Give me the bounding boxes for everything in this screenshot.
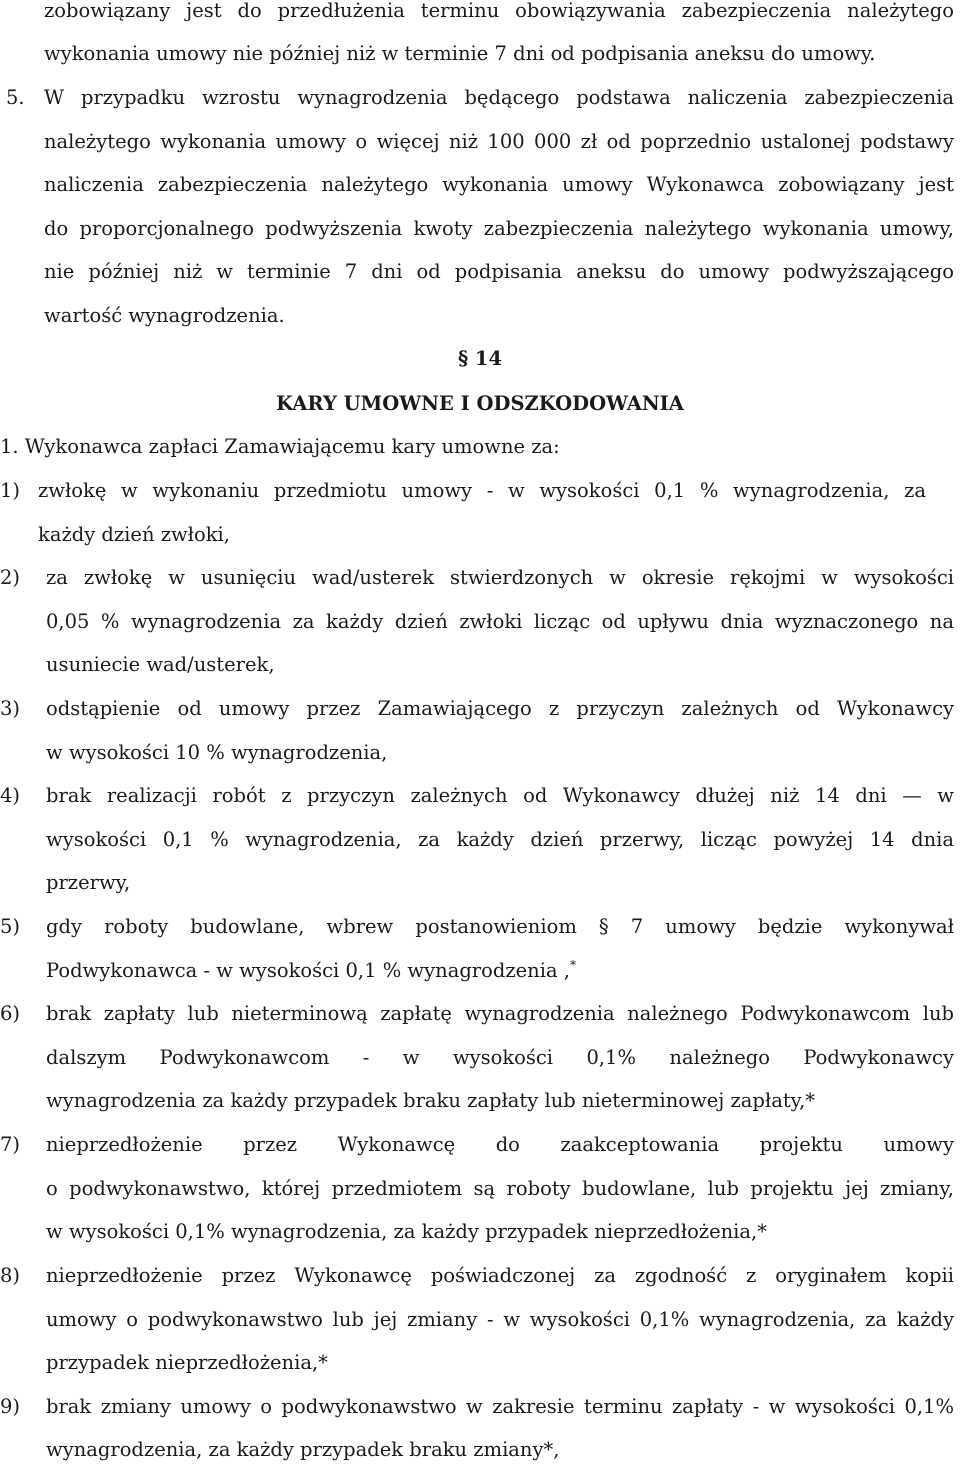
item-2-label: 2) <box>0 566 21 589</box>
item-3-label: 3) <box>0 697 21 720</box>
item-8-label: 8) <box>0 1264 21 1287</box>
item-5-line-1: gdy roboty budowlane, wbrew postanowieniom § 7 umowy będzie wykonywał <box>46 915 954 938</box>
item-7-label: 7) <box>0 1133 21 1156</box>
item-4-label: 4) <box>0 784 21 807</box>
item-4-line-3: przerwy, <box>46 871 131 894</box>
item-5-label: 5) <box>0 915 21 938</box>
item-6-line-3: wynagrodzenia za każdy przypadek braku zapłaty lub nieterminowej zapłaty,* <box>46 1089 816 1112</box>
item-2-line-1: za zwłokę w usunięciu wad/usterek stwierdzonych w okresie rękojmi w wysokości <box>46 566 954 589</box>
item-1-label: 1) <box>0 479 21 502</box>
item-7-line-1: nieprzedłożenie przez Wykonawcę do zaakceptowania projektu umowy <box>46 1133 954 1156</box>
point-5-line-6: wartość wynagrodzenia. <box>44 304 285 327</box>
section-number: § 14 <box>457 347 503 370</box>
item-8-line-2: umowy o podwykonawstwo lub jej zmiany - w wysokości 0,1% wynagrodzenia, za każdy <box>46 1308 954 1331</box>
item-3-line-2: w wysokości 10 % wynagrodzenia, <box>46 741 388 764</box>
point-5-line-5: nie później niż w terminie 7 dni od podpisania aneksu do umowy podwyższającego <box>44 260 954 283</box>
item-9-label: 9) <box>0 1395 21 1418</box>
item-6-line-2: dalszym Podwykonawcom - w wysokości 0,1% należnego Podwykonawcy <box>46 1046 954 1069</box>
footnote-mark: * <box>569 958 576 972</box>
item-1-line-1: zwłokę w wykonaniu przedmiotu umowy - w wysokości 0,1 % wynagrodzenia, za <box>38 479 926 502</box>
item-7-line-3: w wysokości 0,1% wynagrodzenia, za każdy przypadek nieprzedłożenia,* <box>46 1220 767 1243</box>
item-6-line-1: brak zapłaty lub nieterminową zapłatę wynagrodzenia należnego Podwykonawcom lub <box>46 1002 954 1025</box>
point-5-label: 5. <box>6 86 25 109</box>
item-8-line-3: przypadek nieprzedłożenia,* <box>46 1351 328 1374</box>
section-title: KARY UMOWNE I ODSZKODOWANIA <box>276 392 684 415</box>
item-9-line-2: wynagrodzenia, za każdy przypadek braku zmiany*, <box>46 1438 560 1461</box>
point-5-line-4: do proporcjonalnego podwyższenia kwoty zabezpieczenia należytego wykonania umowy, <box>44 217 954 240</box>
clause-1-text: 1. Wykonawca zapłaci Zamawiającemu kary umowne za: <box>0 435 560 458</box>
item-2-line-3: usuniecie wad/usterek, <box>46 653 275 676</box>
point-5-line-3: naliczenia zabezpieczenia należytego wykonania umowy Wykonawca zobowiązany jest <box>44 173 954 196</box>
intro-line-2: wykonania umowy nie później niż w terminie 7 dni od podpisania aneksu do umowy. <box>44 42 876 65</box>
item-6-label: 6) <box>0 1002 21 1025</box>
item-4-line-1: brak realizacji robót z przyczyn zależnych od Wykonawcy dłużej niż 14 dni — w <box>46 784 954 807</box>
item-3-line-1: odstąpienie od umowy przez Zamawiającego z przyczyn zależnych od Wykonawcy <box>46 697 954 720</box>
item-8-line-1: nieprzedłożenie przez Wykonawcę poświadczonej za zgodność z oryginałem kopii <box>46 1264 954 1287</box>
item-7-line-2: o podwykonawstwo, której przedmiotem są roboty budowlane, lub projektu jej zmiany, <box>46 1177 954 1200</box>
item-9-line-1: brak zmiany umowy o podwykonawstwo w zakresie terminu zapłaty - w wysokości 0,1% <box>46 1395 954 1418</box>
item-1-line-2: każdy dzień zwłoki, <box>38 523 230 546</box>
point-5-line-1: W przypadku wzrostu wynagrodzenia będącego podstawa naliczenia zabezpieczenia <box>44 86 954 109</box>
item-5-line-2 <box>46 957 576 985</box>
point-5-line-2: należytego wykonania umowy o więcej niż 100 000 zł od poprzednio ustalonej podstawy <box>44 130 954 153</box>
item-5-line-2-text: Podwykonawca - w wysokości 0,1 % wynagrodzenia , <box>46 959 570 982</box>
item-2-line-2: 0,05 % wynagrodzenia za każdy dzień zwłoki licząc od upływu dnia wyznaczonego na <box>46 610 954 633</box>
intro-line-1: zobowiązany jest do przedłużenia terminu obowiązywania zabezpieczenia należytego <box>44 0 954 22</box>
item-4-line-2: wysokości 0,1 % wynagrodzenia, za każdy dzień przerwy, licząc powyżej 14 dnia <box>46 828 954 851</box>
